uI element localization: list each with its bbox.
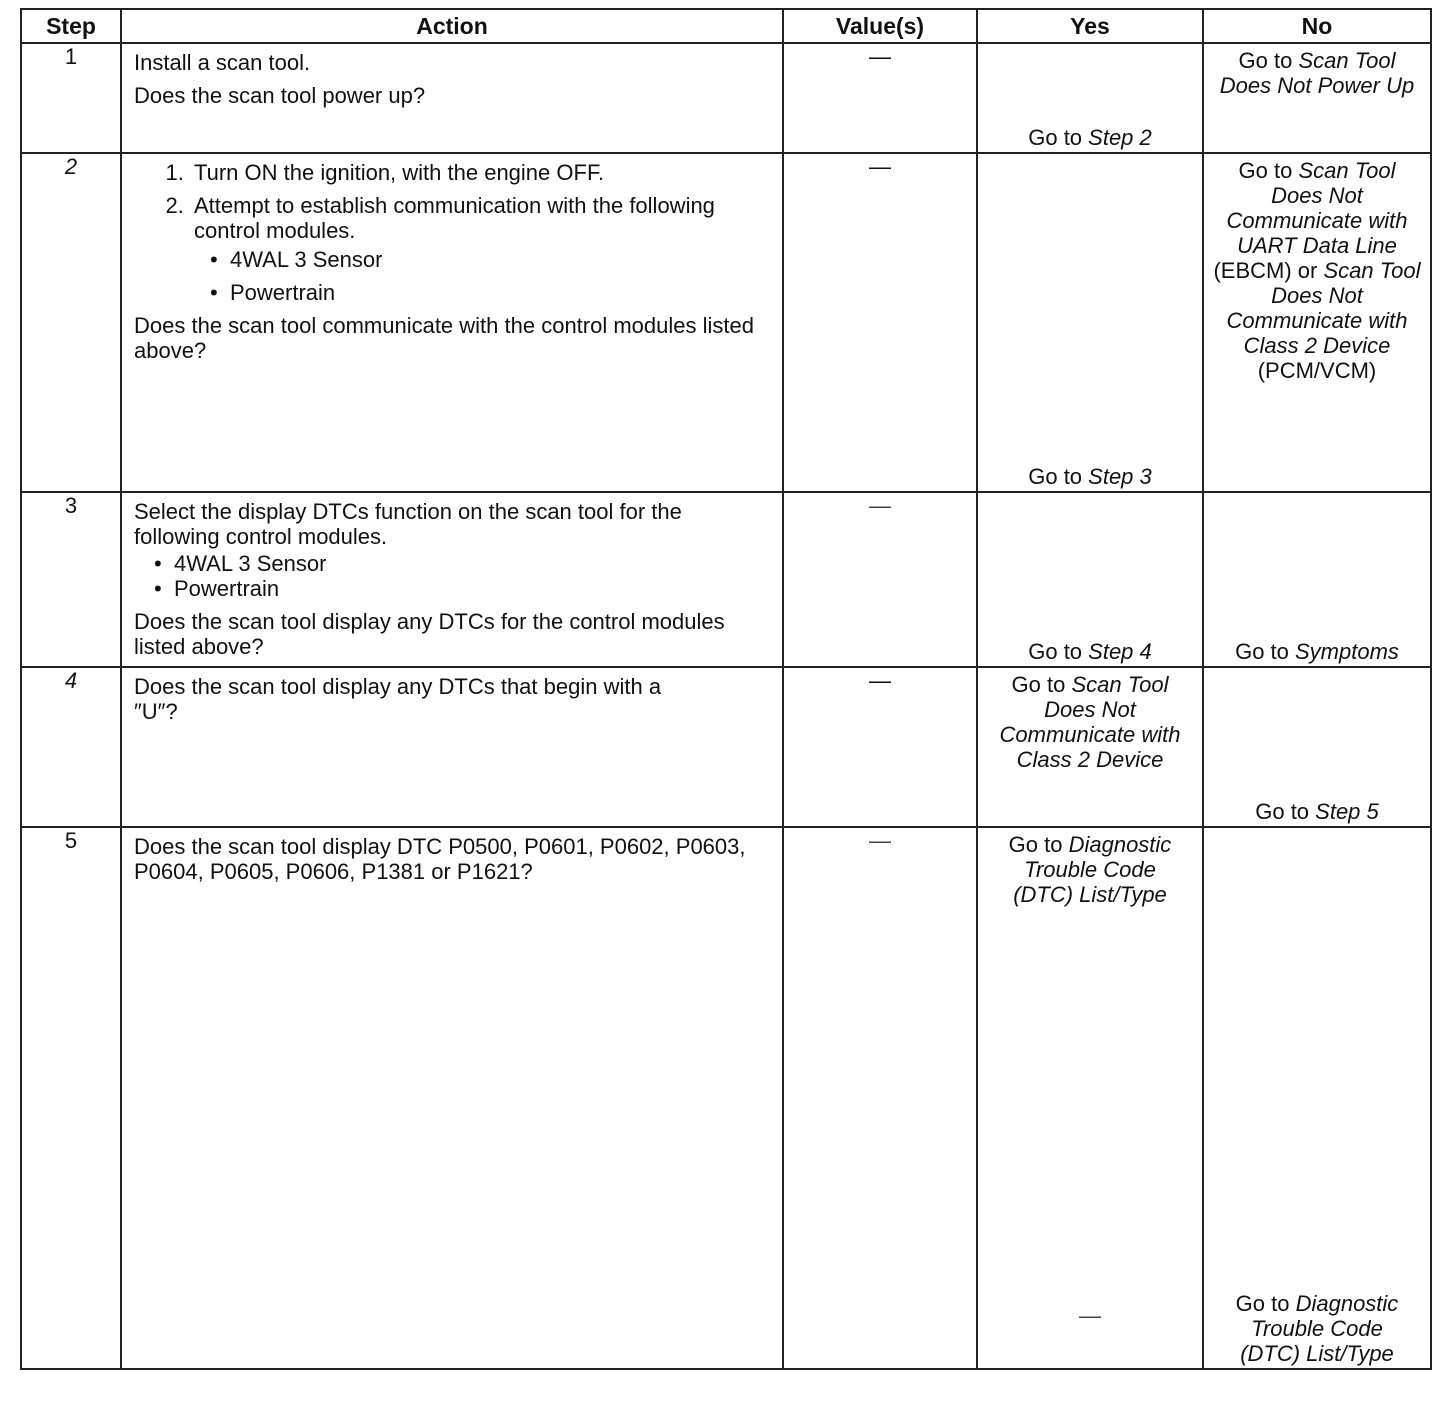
no-cell — [1203, 667, 1431, 827]
yes-link[interactable]: Go to Step 4 — [1028, 638, 1152, 664]
action-text: Select the display DTCs function on the scan tool for the following control modules. — [134, 498, 682, 549]
yes-link[interactable]: Go to Step 2 — [1028, 125, 1152, 151]
header-yes: Yes — [977, 9, 1203, 43]
action-cell — [121, 43, 783, 153]
action-question: Does the scan tool display any DTCs for the control modules listed above? — [134, 608, 725, 659]
header-no: No — [1203, 9, 1431, 43]
list-item: • 4WAL 3 Sensor — [174, 551, 772, 576]
step-number: 4 — [21, 667, 121, 827]
list-item: • Powertrain — [226, 280, 772, 305]
diagnostic-table — [20, 8, 1432, 1370]
header-step: Step — [21, 9, 121, 43]
value-cell: — — [783, 153, 977, 492]
no-link[interactable]: Go to Symptoms — [1235, 638, 1399, 664]
action-cell — [121, 667, 783, 827]
yes-cell — [977, 153, 1203, 492]
no-link[interactable]: Go to Scan Tool Does Not Communicate with UART Data Line (EBCM) or Scan Tool Does Not Communicate with Class 2 Device (PCM/VCM) — [1213, 158, 1421, 384]
value-cell: — — [783, 667, 977, 827]
no-cell — [1203, 492, 1431, 667]
table-row — [21, 43, 1431, 153]
no-cell — [1203, 827, 1431, 1369]
yes-dash: — — [1079, 1303, 1101, 1328]
list-item: • Powertrain — [174, 576, 772, 601]
yes-cell — [977, 43, 1203, 153]
list-item: 1. Turn ON the ignition, with the engine OFF. — [190, 160, 772, 185]
yes-link[interactable]: Go to Step 3 — [1028, 463, 1152, 489]
step-number: 1 — [21, 43, 121, 153]
action-cell — [121, 492, 783, 667]
table-row — [21, 492, 1431, 667]
bullet-list — [194, 247, 772, 305]
yes-cell — [977, 492, 1203, 667]
no-cell — [1203, 43, 1431, 153]
value-cell: — — [783, 492, 977, 667]
action-cell — [121, 827, 783, 1369]
no-link[interactable]: Go to Step 5 — [1255, 799, 1379, 825]
table-row — [21, 667, 1431, 827]
list-item: • 4WAL 3 Sensor — [226, 247, 772, 272]
action-cell — [121, 153, 783, 492]
no-link[interactable]: Go to Diagnostic Trouble Code (DTC) List/Type — [1235, 1291, 1399, 1366]
yes-cell — [977, 827, 1203, 1369]
action-question: Does the scan tool power up? — [134, 83, 426, 108]
header-action: Action — [121, 9, 783, 43]
no-cell — [1203, 153, 1431, 492]
bullet-list — [134, 551, 772, 601]
numbered-steps — [134, 160, 772, 305]
yes-cell — [977, 667, 1203, 827]
yes-link[interactable]: Go to Diagnostic Trouble Code (DTC) List/Type — [1008, 832, 1172, 908]
step-number: 5 — [21, 827, 121, 1369]
no-link[interactable]: Go to Scan Tool Does Not Power Up — [1219, 48, 1415, 98]
action-question: Does the scan tool display DTC P0500, P0601, P0602, P0603, P0604, P0605, P0606, P1381 or P1621? — [134, 834, 746, 885]
header-values: Value(s) — [783, 9, 977, 43]
yes-link[interactable]: Go to Scan Tool Does Not Communicate with Class 2 Device — [999, 671, 1181, 772]
step-number: 3 — [21, 492, 121, 667]
action-text: Install a scan tool. — [134, 50, 311, 75]
table-row — [21, 827, 1431, 1369]
table-row — [21, 153, 1431, 492]
value-cell: — — [783, 43, 977, 153]
step-number: 2 — [21, 153, 121, 492]
list-item: 2. Attempt to establish communication with the following control modules. • 4WAL 3 Sensor • Powertrain — [190, 193, 772, 305]
action-question: Does the scan tool communicate with the control modules listed above? — [134, 313, 754, 364]
action-question: Does the scan tool display any DTCs that begin with a ″U″? — [134, 673, 662, 724]
value-cell: — — [783, 827, 977, 1369]
header-row — [21, 9, 1431, 43]
